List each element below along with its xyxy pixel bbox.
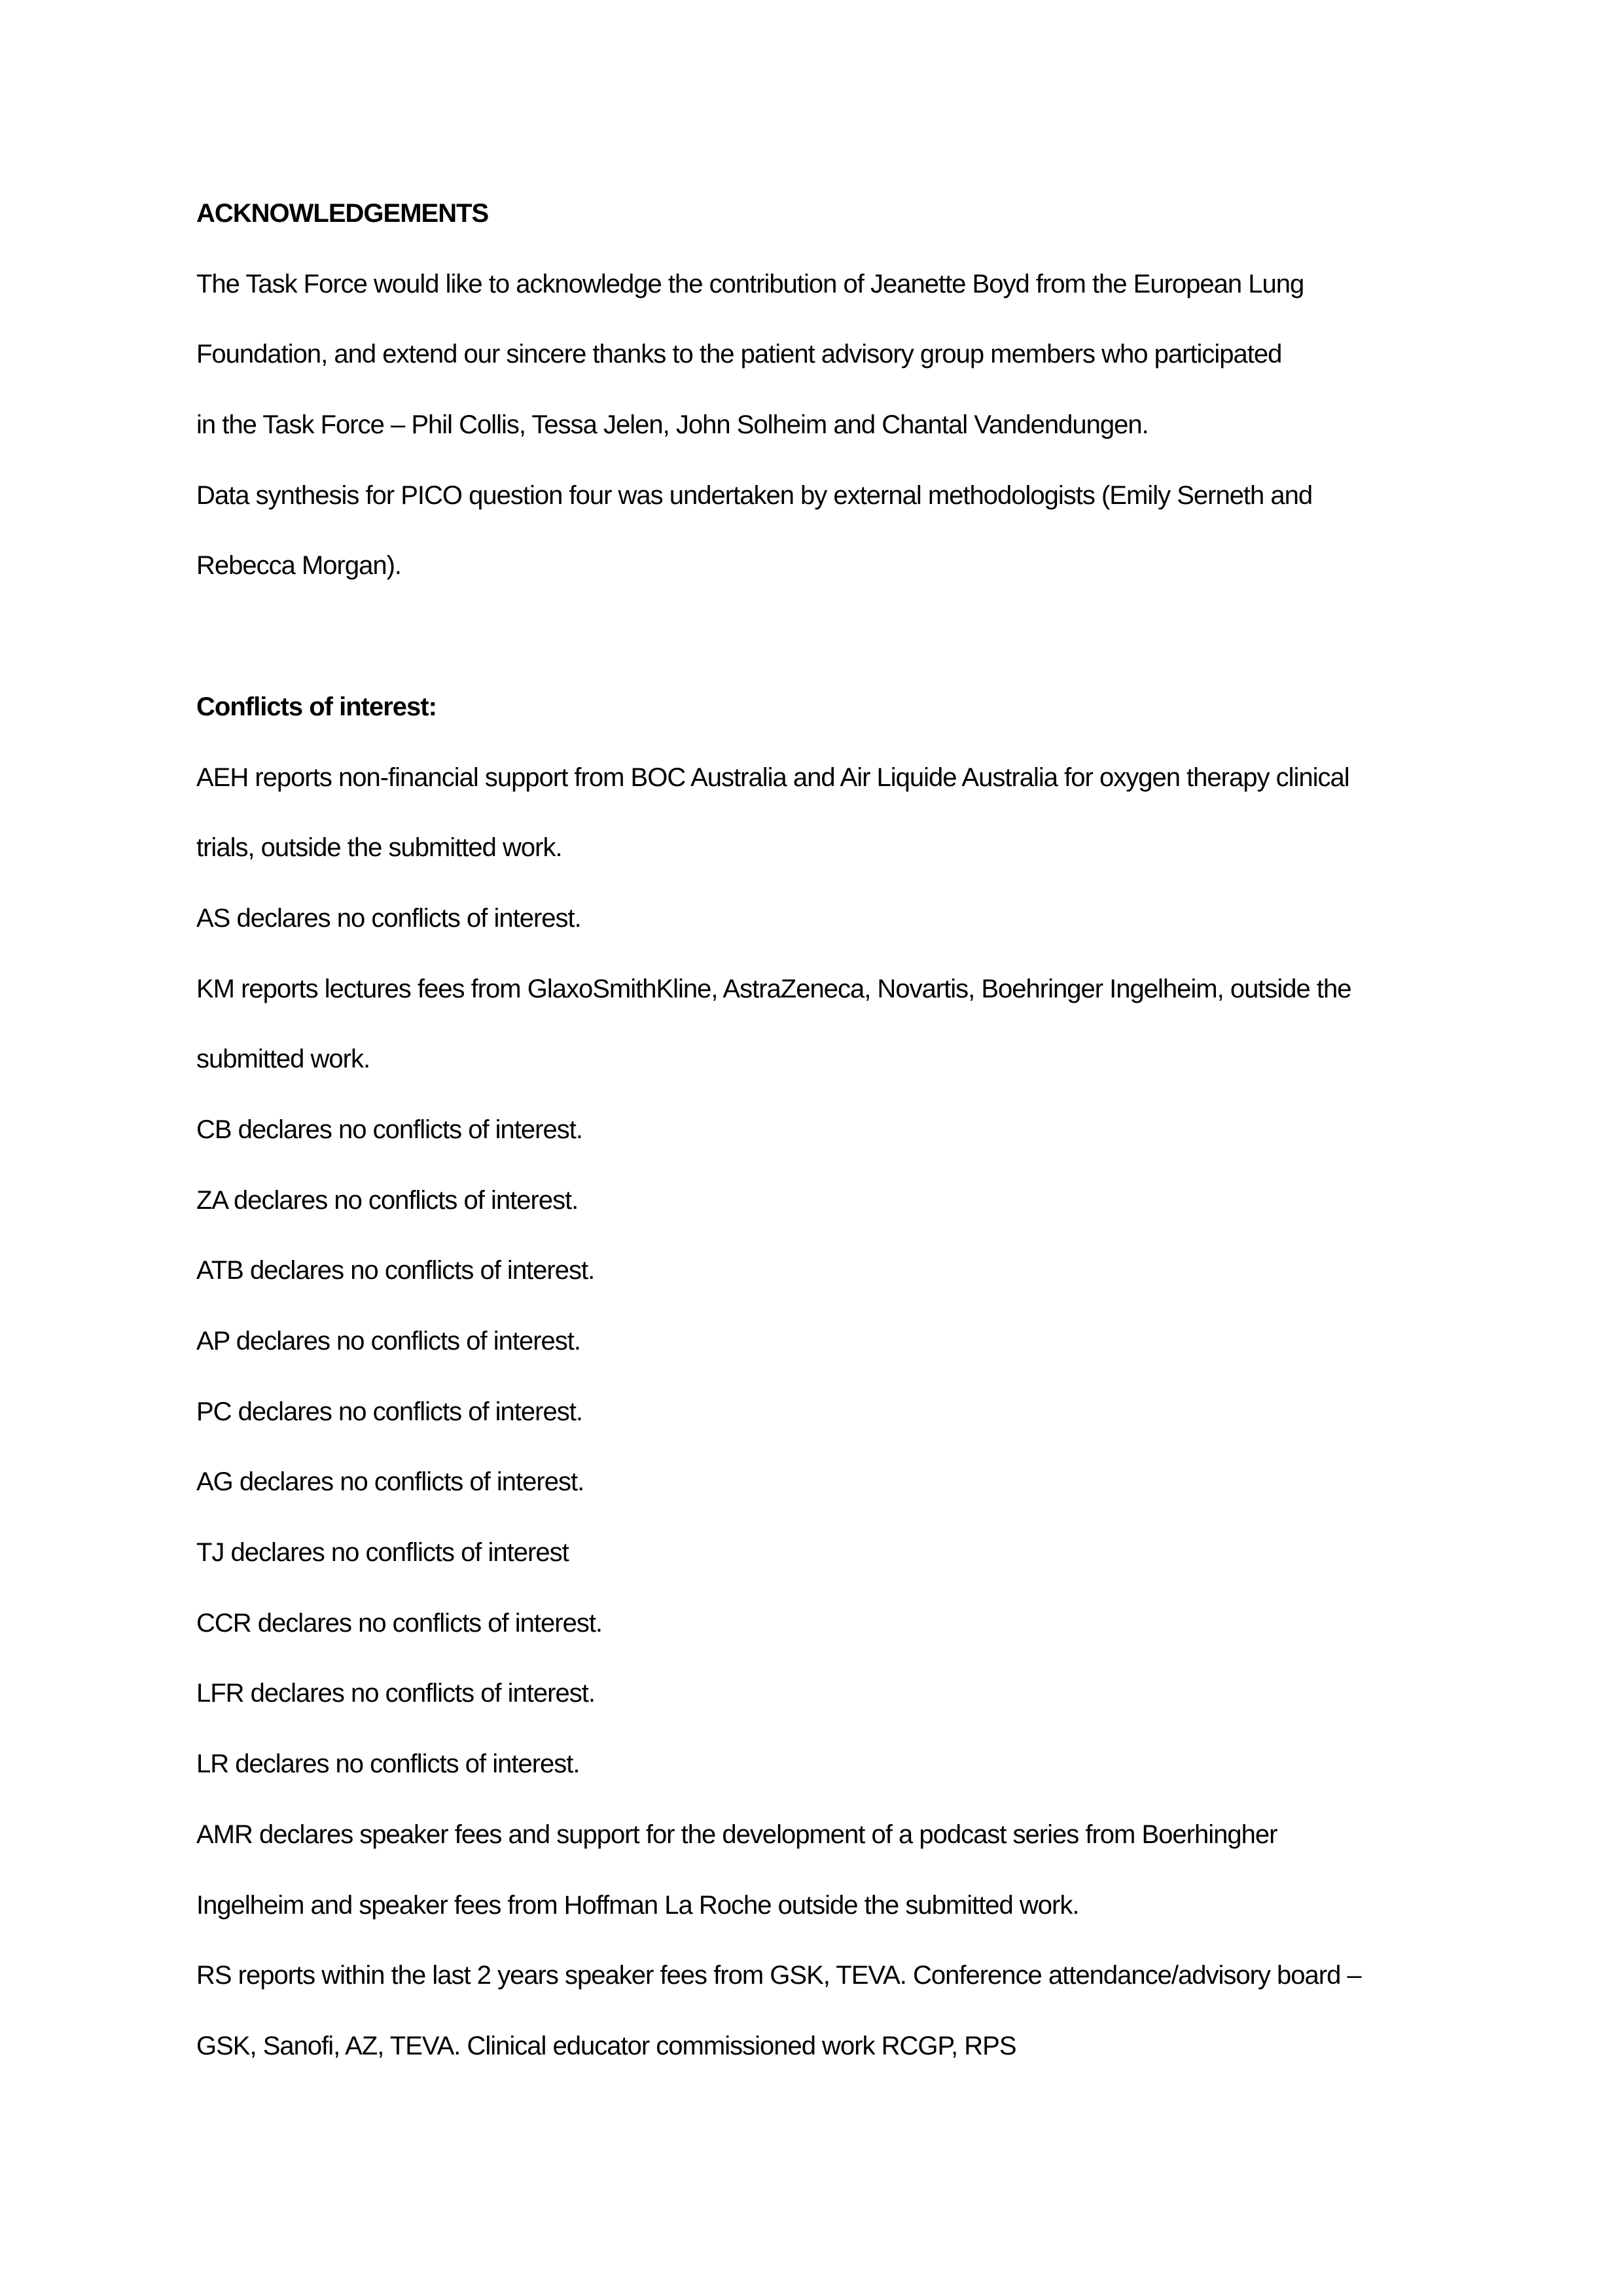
paragraph-line: TJ declares no conflicts of interest: [196, 1538, 569, 1568]
paragraph-line: Foundation, and extend our sincere thanks to the patient advisory group members who participated: [196, 340, 1282, 369]
paragraph-line: PC declares no conflicts of interest.: [196, 1397, 582, 1426]
paragraph-line: Data synthesis for PICO question four was undertaken by external methodologists (Emily Serneth and: [196, 480, 1313, 510]
paragraph-line: AG declares no conflicts of interest.: [196, 1467, 584, 1497]
paragraph-line: KM reports lectures fees from GlaxoSmithKline, AstraZeneca, Novartis, Boehringer Ingelheim, outside the: [196, 974, 1351, 1003]
paragraph-line: LR declares no conflicts of interest.: [196, 1749, 580, 1779]
paragraph-line: AS declares no conflicts of interest.: [196, 903, 581, 933]
paragraph-line: ATB declares no conflicts of interest.: [196, 1256, 595, 1285]
paragraph-line: GSK, Sanofi, AZ, TEVA. Clinical educator commissioned work RCGP, RPS: [196, 2031, 1016, 2060]
paragraph-line: CCR declares no conflicts of interest.: [196, 1608, 603, 1638]
paragraph-line: The Task Force would like to acknowledge the contribution of Jeanette Boyd from the European Lung: [196, 269, 1304, 298]
paragraph-line: CB declares no conflicts of interest.: [196, 1115, 582, 1144]
paragraph-line: trials, outside the submitted work.: [196, 833, 562, 863]
paragraph-line: Rebecca Morgan).: [196, 551, 402, 581]
paragraph-line: in the Task Force – Phil Collis, Tessa Jelen, John Solheim and Chantal Vandendungen.: [196, 410, 1149, 440]
paragraph-line: AP declares no conflicts of interest.: [196, 1327, 581, 1355]
paragraph-line: AEH reports non-financial support from BOC Australia and Air Liquide Australia for oxygen therapy clinical: [196, 762, 1349, 792]
paragraph-line: ZA declares no conflicts of interest.: [196, 1185, 579, 1215]
paragraph-line: Ingelheim and speaker fees from Hoffman La Roche outside the submitted work.: [196, 1890, 1079, 1920]
paragraph-line: AMR declares speaker fees and support for the development of a podcast series from Boerhingher: [196, 1820, 1277, 1849]
paragraph-line: LFR declares no conflicts of interest.: [196, 1679, 595, 1708]
paragraph-line: RS reports within the last 2 years speaker fees from GSK, TEVA. Conference attendance/advisory board –: [196, 1961, 1361, 1990]
blank-line: [196, 601, 1427, 672]
document-body: [196, 179, 1427, 2082]
section-heading: ACKNOWLEDGEMENTS: [196, 199, 489, 228]
section-heading: Conflicts of interest:: [196, 692, 437, 721]
paragraph-line: submitted work.: [196, 1045, 370, 1074]
